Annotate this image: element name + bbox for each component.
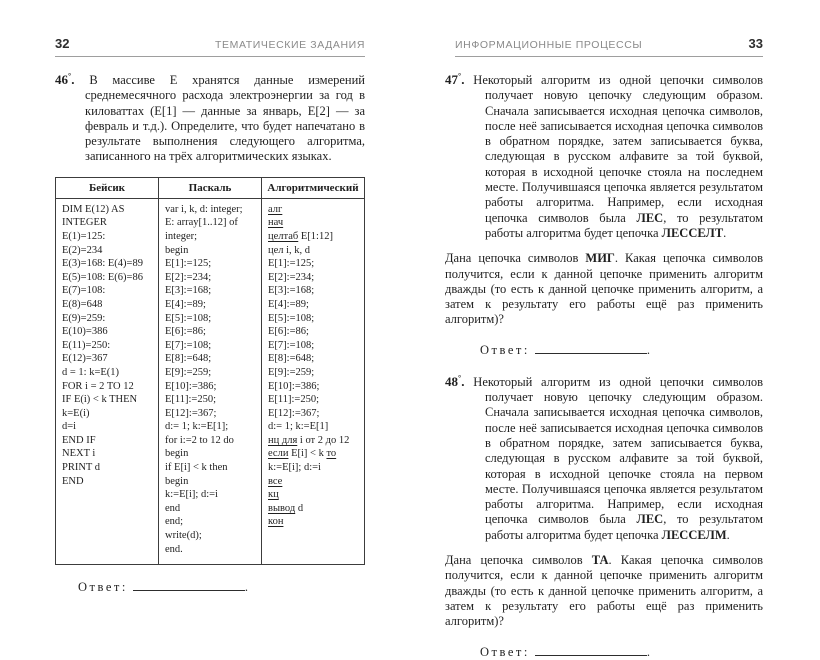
task-46 [55,72,365,595]
algorithmic-code-cell [262,198,365,564]
task-47-marker: ° [458,71,462,81]
task-47-answer-line [480,341,763,358]
code-line: E(8)=648 [62,298,103,310]
algorithmic-code [268,203,360,529]
answer-label: Ответ: [78,580,128,595]
code-line: DIM E(12) AS [62,203,125,215]
code-line: E[2]:=234; [268,271,315,283]
task-46-intro [55,72,365,165]
code-line: E(1)=125: [62,230,106,242]
answer-period: . [646,644,650,659]
code-line: E[11]:=250; [165,394,217,406]
code-line: end; [165,516,184,528]
code-line: E[8]:=648; [165,353,212,365]
task-46-number: 46°. [55,71,75,87]
code-line: E[8]:=648; [268,353,315,365]
code-line: k=E(i) [62,407,90,419]
code-line: E[3]:=168; [165,285,212,297]
pascal-code-cell [159,198,262,564]
code-line: end [165,502,181,514]
code-line: алг [268,203,283,215]
code-line: E[12]:=367; [165,407,217,419]
code-line: нач [268,217,284,229]
code-line: d = 1: k=E(1) [62,366,120,378]
task-46-intro-text: В массиве E хранятся данные измерений среднемесячного расхода электроэнергии за год в киловаттах (E[1] — данные за январь, E[2] — за февраль и т.д.). Определите, что будет напечатано в результате выполнения следующего алгоритма, записанного на трёх алгоритмических языках. [85,73,365,164]
code-line: вывод d [268,502,304,514]
code-line: E(5)=108: E(6)=86 [62,271,143,283]
code-line: если E[i] < k то [268,448,337,460]
code-line: цел i, k, d [268,244,311,256]
task-47-number: 47°. [445,71,465,87]
code-line: E[10]:=386; [165,380,217,392]
code-line: E: array[1..12] of [165,217,238,229]
code-line: E[2]:=234; [165,271,212,283]
column-header-basic: Бейсик [56,177,159,198]
code-line: E[1]:=125; [268,258,315,270]
answer-label: Ответ: [480,644,530,659]
code-line: FOR i = 2 TO 12 [62,380,134,392]
code-line: E(12)=367 [62,353,108,365]
pascal-code [165,203,257,556]
code-line: E(7)=108: [62,285,106,297]
task-48-para1-text: Некоторый алгоритм из одной цепочки символов получает новую цепочку следующим образом. Сначала записывается исходная цепочка символов, после неё записывается исходная цепочка символов в обратном порядке, затем записывается буква, следующая в русском алфавите за той буквой, которая в исходной цепочке стояла на первом месте. Получившаяся цепочка является результатом работы алгоритма. Например, если исходная цепочка символов была ЛЕС, то результатом работы алгоритма будет цепочка ЛЕССЕЛМ. [473,374,763,542]
code-line: E[7]:=108; [165,339,212,351]
task-47-para2: Дана цепочка символов МИГ. Какая цепочка символов получится, если к данной цепочке применить алгоритм дважды (то есть к данной цепочке применить алгоритм, а затем к результату его работы ещё раз применить алгоритм)? [445,251,763,327]
code-line: E[6]:=86; [165,326,206,338]
right-page [445,36,763,660]
right-page-number: 33 [748,36,763,51]
answer-blank [535,341,647,354]
task-48-marker: ° [458,373,462,383]
task-46-answer-line [78,578,365,595]
code-line: if E[i] < k then [165,462,228,474]
left-page [55,36,365,595]
code-line: E[4]:=89; [165,298,206,310]
column-header-algorithmic: Алгоритмический [262,177,365,198]
task-48-answer-line [480,643,763,660]
code-line: E(11)=250: [62,339,111,351]
code-line: E[9]:=259; [268,366,315,378]
code-line: end. [165,543,183,555]
code-line: k:=E[i]; d:=i [268,462,321,474]
column-header-pascal: Паскаль [159,177,262,198]
code-line: E[4]:=89; [268,298,309,310]
code-line: d:= 1; k:=E[1]; [165,421,229,433]
code-line: все [268,475,283,487]
code-line: нц для i от 2 до 12 [268,434,350,446]
answer-label: Ответ: [480,342,530,357]
right-running-title: ИНФОРМАЦИОННЫЕ ПРОЦЕССЫ [455,39,643,51]
code-line: кон [268,516,284,528]
answer-period: . [646,342,650,357]
code-line: E[12]:=367; [268,407,320,419]
code-line: E(10)=386 [62,326,108,338]
left-running-header [55,36,365,57]
code-line: E(9)=259: [62,312,106,324]
code-line: E[7]:=108; [268,339,315,351]
code-line: E(2)=234 [62,244,103,256]
task-48-para1 [445,374,763,543]
task-47-para1 [445,72,763,241]
answer-period: . [244,580,248,595]
code-line: E[1]:=125; [165,258,212,270]
code-line: E[3]:=168; [268,285,315,297]
code-line: E[5]:=108; [165,312,212,324]
code-line: END IF [62,434,96,446]
code-line: NEXT i [62,448,96,460]
code-line: begin [165,244,189,256]
code-line: E[9]:=259; [165,366,212,378]
basic-code-cell [56,198,159,564]
task-48-number: 48°. [445,373,465,389]
code-line: integer; [165,230,198,242]
code-line: begin [165,475,189,487]
task-47 [445,72,763,358]
code-line: кц [268,489,279,501]
code-line: write(d); [165,530,202,542]
code-line: E[11]:=250; [268,394,320,406]
code-line: целтаб E[1:12] [268,230,333,242]
task-46-marker: ° [68,71,72,81]
code-line: IF E(i) < k THEN [62,394,138,406]
code-line: k:=E[i]; d:=i [165,489,218,501]
code-line: E[10]:=386; [268,380,320,392]
right-running-header [455,36,763,57]
code-line: END [62,475,84,487]
answer-blank [133,578,245,591]
code-line: var i, k, d: integer; [165,203,243,215]
left-running-title: ТЕМАТИЧЕСКИЕ ЗАДАНИЯ [215,39,365,51]
basic-code [62,203,154,488]
code-line: begin [165,448,189,460]
code-line: PRINT d [62,462,101,474]
code-line: E(3)=168: E(4)=89 [62,258,143,270]
code-line: d:= 1; k:=E[1] [268,421,329,433]
code-line: INTEGER [62,217,107,229]
task-48-para2: Дана цепочка символов ТА. Какая цепочка символов получится, если к данной цепочке применить алгоритм дважды (то есть к данной цепочке применить алгоритм, а затем к результату его работы ещё раз применить алгоритм)? [445,553,763,629]
table-body-row [56,198,365,564]
code-line: d=i [62,421,77,433]
table-header-row [56,177,365,198]
answer-blank [535,643,647,656]
code-line: E[5]:=108; [268,312,315,324]
algorithm-languages-table [55,177,365,565]
code-line: E[6]:=86; [268,326,309,338]
code-line: for i:=2 to 12 do [165,434,234,446]
task-48 [445,374,763,660]
left-page-number: 32 [55,36,70,51]
task-47-para1-text: Некоторый алгоритм из одной цепочки символов получает новую цепочку следующим образом. Сначала записывается исходная цепочка символов, после неё записывается исходная цепочка символов в обратном порядке, затем записывается буква, следующая в русском алфавите за той буквой, которая в исходной цепочке стояла на последнем месте. Получившаяся цепочка является результатом работы алгоритма. Например, если исходная цепочка символов была ЛЕС, то результатом работы алгоритма будет цепочка ЛЕССЕЛТ. [473,73,763,240]
